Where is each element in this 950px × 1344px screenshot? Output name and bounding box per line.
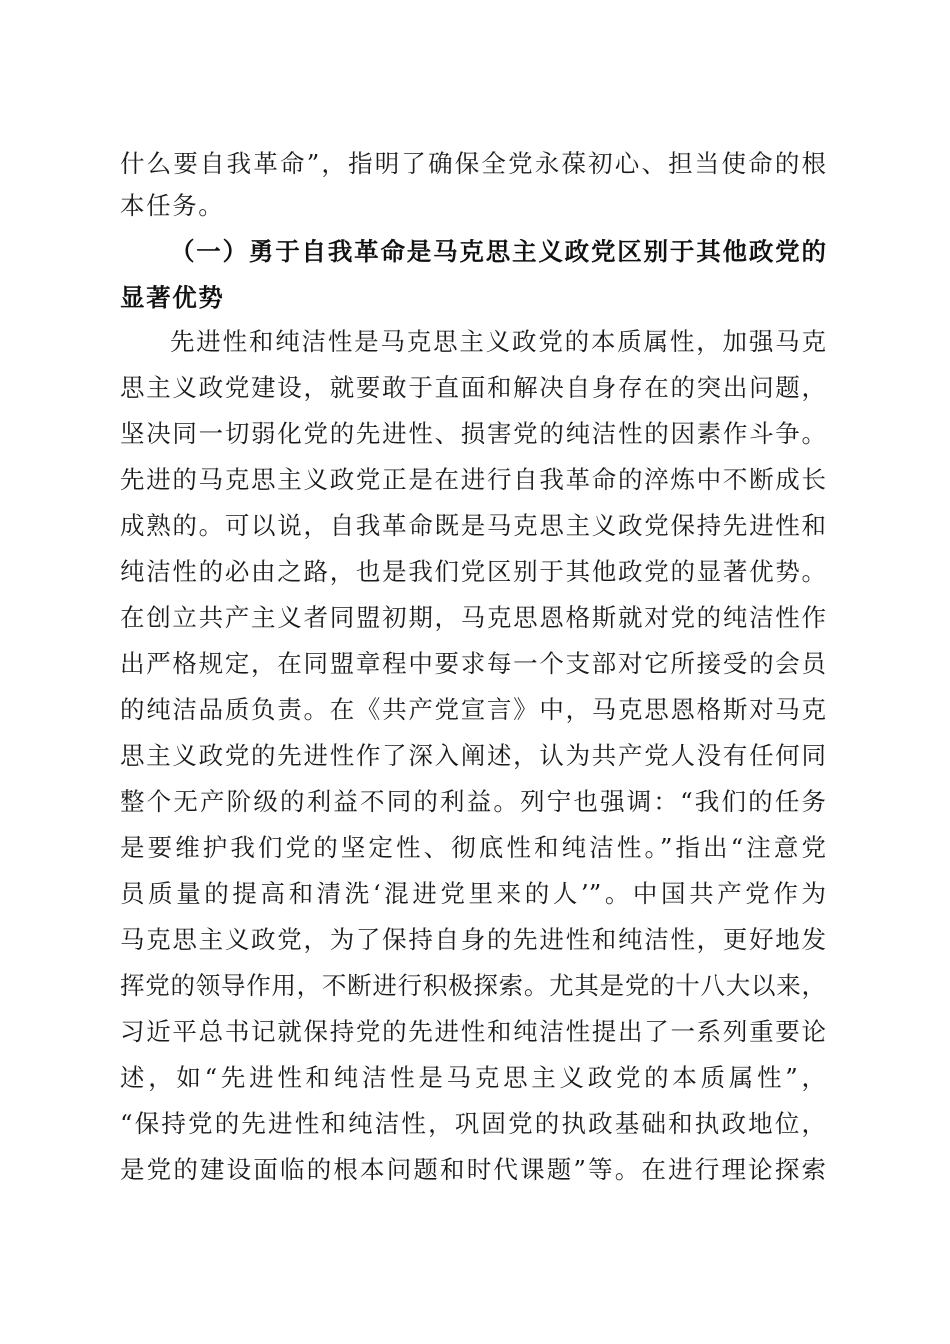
- body-line-16: 习近平总书记就保持党的先进性和纯洁性提出了一系列重要论: [120, 1017, 826, 1046]
- body-line-6: 纯洁性的必由之路，也是我们党区别于其他政党的显著优势。: [120, 557, 826, 586]
- body-line-15: 挥党的领导作用，不断进行积极探索。尤其是党的十八大以来，: [120, 971, 826, 1000]
- body-line-3: 坚决同一切弱化党的先进性、损害党的纯洁性的因素作斗争。: [120, 419, 826, 448]
- body-line-7: 在创立共产主义者同盟初期，马克思恩格斯就对党的纯洁性作: [120, 603, 826, 632]
- body-line-19: 是党的建设面临的根本问题和时代课题”等。在进行理论探索: [120, 1155, 826, 1184]
- intro-line-2: 本任务。: [120, 191, 225, 220]
- body-line-9: 的纯洁品质负责。在《共产党宣言》中，马克思恩格斯对马克: [120, 695, 826, 724]
- intro-line-1: 什么要自我革命”，指明了确保全党永葆初心、担当使命的根: [120, 149, 826, 178]
- body-line-14: 马克思主义政党，为了保持自身的先进性和纯洁性，更好地发: [120, 925, 826, 954]
- body-line-18: “保持党的先进性和纯洁性，巩固党的执政基础和执政地位，: [120, 1109, 826, 1138]
- body-line-4: 先进的马克思主义政党正是在进行自我革命的淬炼中不断成长: [120, 465, 826, 494]
- body-line-1: 先进性和纯洁性是马克思主义政党的本质属性，加强马克: [170, 327, 826, 356]
- body-line-2: 思主义政党建设，就要敢于直面和解决自身存在的突出问题，: [120, 373, 826, 402]
- body-line-17: 述，如“先进性和纯洁性是马克思主义政党的本质属性”，: [120, 1063, 826, 1092]
- body-line-8: 出严格规定，在同盟章程中要求每一个支部对它所接受的会员: [120, 649, 826, 678]
- body-line-5: 成熟的。可以说，自我革命既是马克思主义政党保持先进性和: [120, 511, 826, 540]
- body-line-13: 员质量的提高和清洗‘混进党里来的人’”。中国共产党作为: [120, 879, 826, 908]
- body-line-10: 思主义政党的先进性作了深入阐述，认为共产党人没有任何同: [120, 741, 826, 770]
- section-heading-line-2: 显著优势: [120, 283, 225, 312]
- section-heading-line-1: （一）勇于自我革命是马克思主义政党区别于其他政党的: [170, 237, 826, 266]
- body-line-11: 整个无产阶级的利益不同的利益。列宁也强调：“我们的任务: [120, 787, 826, 816]
- body-line-12: 是要维护我们党的坚定性、彻底性和纯洁性。”指出“注意党: [120, 833, 826, 862]
